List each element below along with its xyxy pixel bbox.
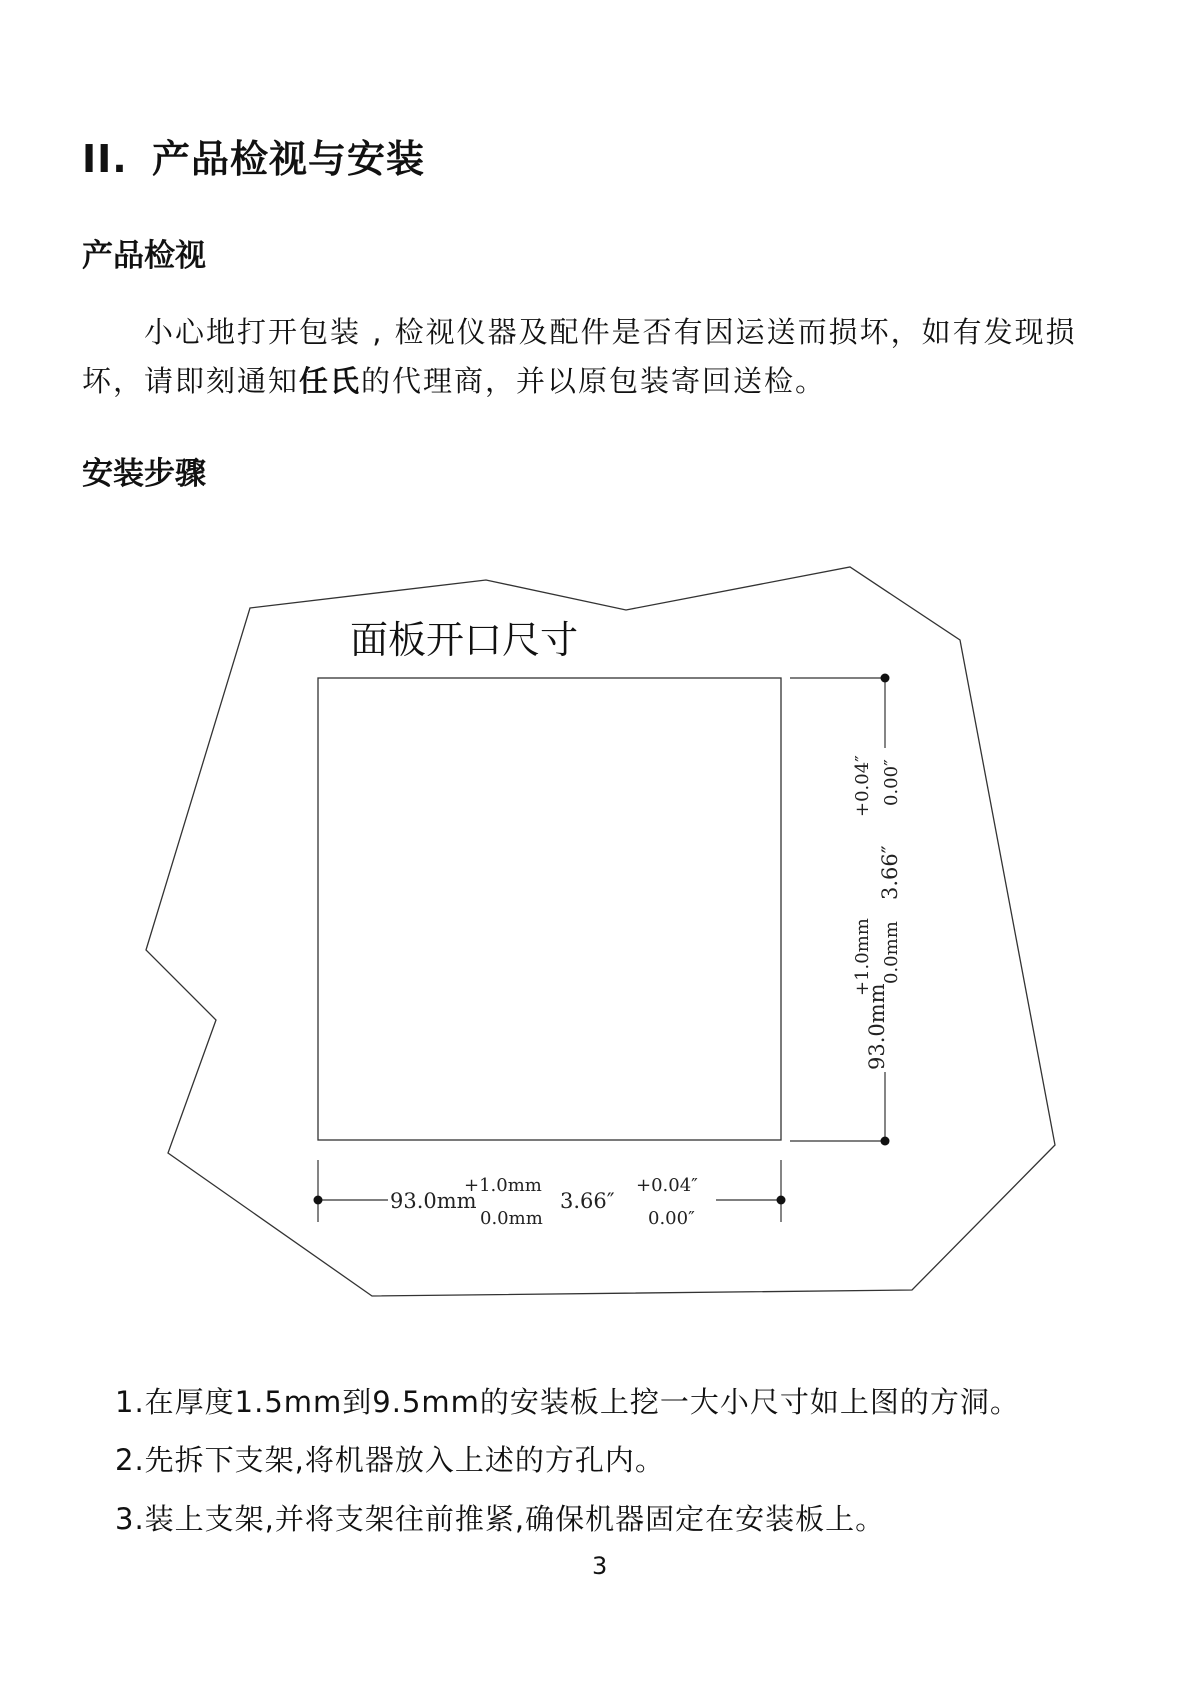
vertical-mm-value: 93.0mm (865, 983, 889, 1070)
horizontal-inch-plus: +0.04″ (636, 1175, 698, 1196)
section-title-text: 产品检视与安装 (151, 137, 425, 181)
page-number: 3 (592, 1552, 608, 1580)
horizontal-mm-plus: +1.0mm (464, 1175, 542, 1196)
vertical-arrow-top (881, 674, 890, 683)
panel-outline (146, 567, 1055, 1296)
step-2: 2.先拆下支架,将机器放入上述的方孔内。 (115, 1443, 665, 1477)
horizontal-inch-minus: 0.00″ (648, 1208, 695, 1229)
horizontal-mm-minus: 0.0mm (480, 1208, 543, 1229)
inspection-heading: 产品检视 (82, 238, 206, 274)
installation-heading: 安装步骤 (82, 456, 206, 492)
vertical-arrow-bottom (881, 1137, 890, 1146)
vertical-inch-value: 3.66″ (878, 845, 902, 900)
diagram-title: 面板开口尺寸 (350, 618, 579, 662)
horizontal-mm-value: 93.0mm (390, 1189, 477, 1213)
horizontal-arrow-left (314, 1196, 323, 1205)
vertical-inch-plus: +0.04″ (852, 755, 873, 817)
horizontal-inch-value: 3.66″ (560, 1189, 615, 1213)
vertical-mm-minus: 0.0mm (881, 921, 902, 984)
step-3: 3.装上支架,并将支架往前推紧,确保机器固定在安装板上。 (115, 1502, 886, 1536)
cutout-square (318, 678, 781, 1140)
vertical-mm-plus: +1.0mm (852, 918, 873, 996)
brand-name: 任氏 (299, 364, 362, 398)
inspection-text-part1: 小心地打开包装 , 检视仪器及配件是否有因运送而损坏，如有发现损坏，请即刻通知 (82, 315, 1077, 398)
section-numeral: II. (82, 137, 128, 181)
vertical-inch-minus: 0.00″ (881, 759, 902, 806)
horizontal-arrow-right (777, 1196, 786, 1205)
step-1: 1.在厚度1.5mm到9.5mm的安装板上挖一大小尺寸如上图的方洞。 (115, 1385, 1020, 1419)
inspection-text-part2: 的代理商，并以原包装寄回送检。 (361, 364, 827, 398)
